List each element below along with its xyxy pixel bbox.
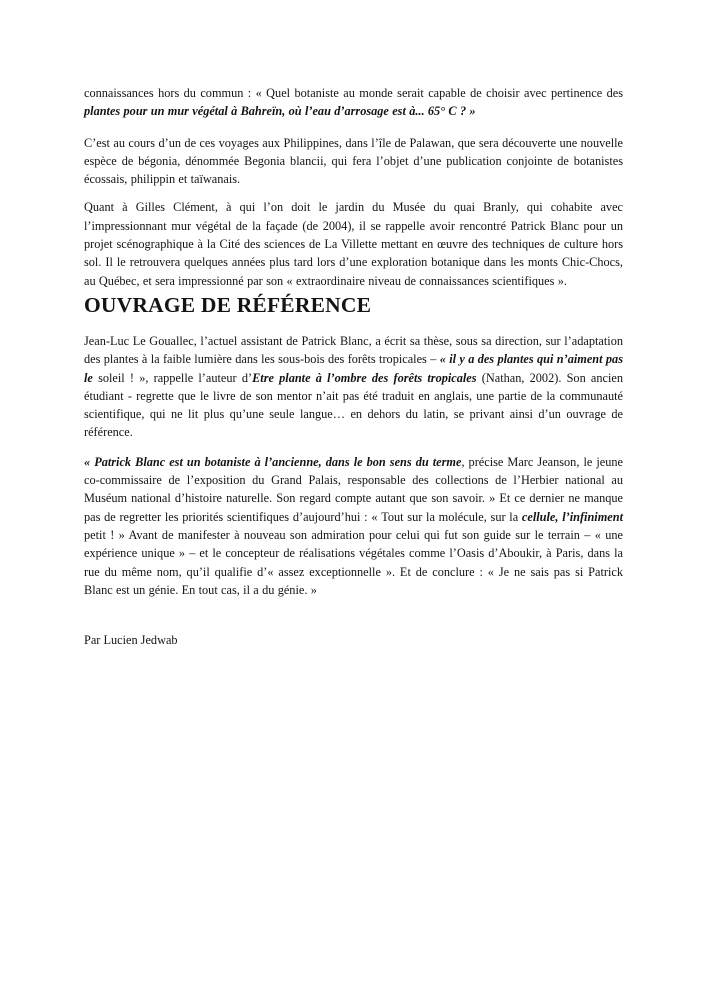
text-run: , précise Marc Jeanson, le jeune co-commissaire de l’exposition du Grand Palais, responsable des collections de l’Herbier national au Muséum national d’histoire naturelle. Son regard compte autant que son savoir. » Et ce dernier ne manque pas de regretter les priorités scientifiques d’aujourd’hui : « Tout sur la molécule, sur la	[84, 454, 623, 524]
quote-emphasis-run: « Patrick Blanc est un botaniste à l’ancienne, dans le bon sens du terme	[84, 454, 462, 469]
quote-emphasis-run: plantes pour un mur végétal à Bahreïn, où l’eau d’arrosage est à... 65° C ? »	[84, 104, 476, 119]
text-run: Quant à Gilles Clément, à qui l’on doit le jardin du Musée du quai Branly, qui cohabite avec l’impressionnant mur végétal de la façade (de 2004), il se rappelle avoir rencontré Patrick Blanc pour un projet scénographique à la Cité des sciences de La Villette mettant en œuvre des techniques de culture hors sol. Il le retrouvera quelques années plus tard lors d’une exploration botanique dans les monts Chic-Chocs, au Québec, et sera impressionné par son « extraordinaire niveau de connaissances scientifiques ».	[84, 200, 623, 288]
body-paragraph-2	[84, 134, 623, 189]
text-run: connaissances hors du commun : « Quel botaniste au monde serait capable de choisir avec pertinence des	[84, 86, 623, 100]
document-page	[84, 84, 623, 649]
body-paragraph-5	[84, 453, 623, 599]
author-byline: Par Lucien Jedwab	[84, 633, 178, 648]
quote-emphasis-run: « il y a des plantes qui n’aiment pas le	[84, 352, 623, 385]
text-run: C’est au cours d’un de ces voyages aux Philippines, dans l’île de Palawan, que sera découverte une nouvelle espèce de bégonia, dénommée Begonia blancii, qui fera l’objet d’une publication conjointe de botanistes écossais, philippin et taïwanais.	[84, 135, 623, 187]
body-paragraph-3	[84, 198, 623, 289]
text-run: Jean-Luc Le Gouallec, l’actuel assistant de Patrick Blanc, a écrit sa thèse, sous sa direction, sur l’adaptation des plantes à la faible lumière dans les sous-bois des forêts tropicales –	[84, 333, 623, 367]
text-run: (Nathan, 2002). Son ancien étudiant - regrette que le livre de son mentor n’ait pas été traduit en anglais, une partie de la communauté scientifique, qui ne lit plus qu’une seule langue… en dehors du latin, se privant ainsi d’un ouvrage de référence.	[84, 370, 623, 440]
book-title-emphasis-run: Etre plante à l’ombre des forêts tropicales	[252, 370, 477, 385]
body-paragraph-4	[84, 332, 623, 442]
section-heading: OUVRAGE DE RÉFÉRENCE	[84, 292, 372, 317]
text-run: soleil ! », rappelle l’auteur d’	[92, 370, 253, 385]
body-paragraph-1	[84, 84, 623, 121]
quote-emphasis-run: cellule, l’infiniment	[521, 509, 624, 524]
text-run: petit ! » Avant de manifester à nouveau son admiration pour celui qui fut son guide sur le terrain – « une expérience unique » – et le concepteur de réalisations végétales comme l’Oasis d’Aboukir, à Paris, dans la rue du même nom, qu’il qualifie d’« assez exceptionnelle ». Et de conclure : « Je ne sais pas si Patrick Blanc est un génie. En tout cas, il a du génie. »	[84, 527, 623, 597]
